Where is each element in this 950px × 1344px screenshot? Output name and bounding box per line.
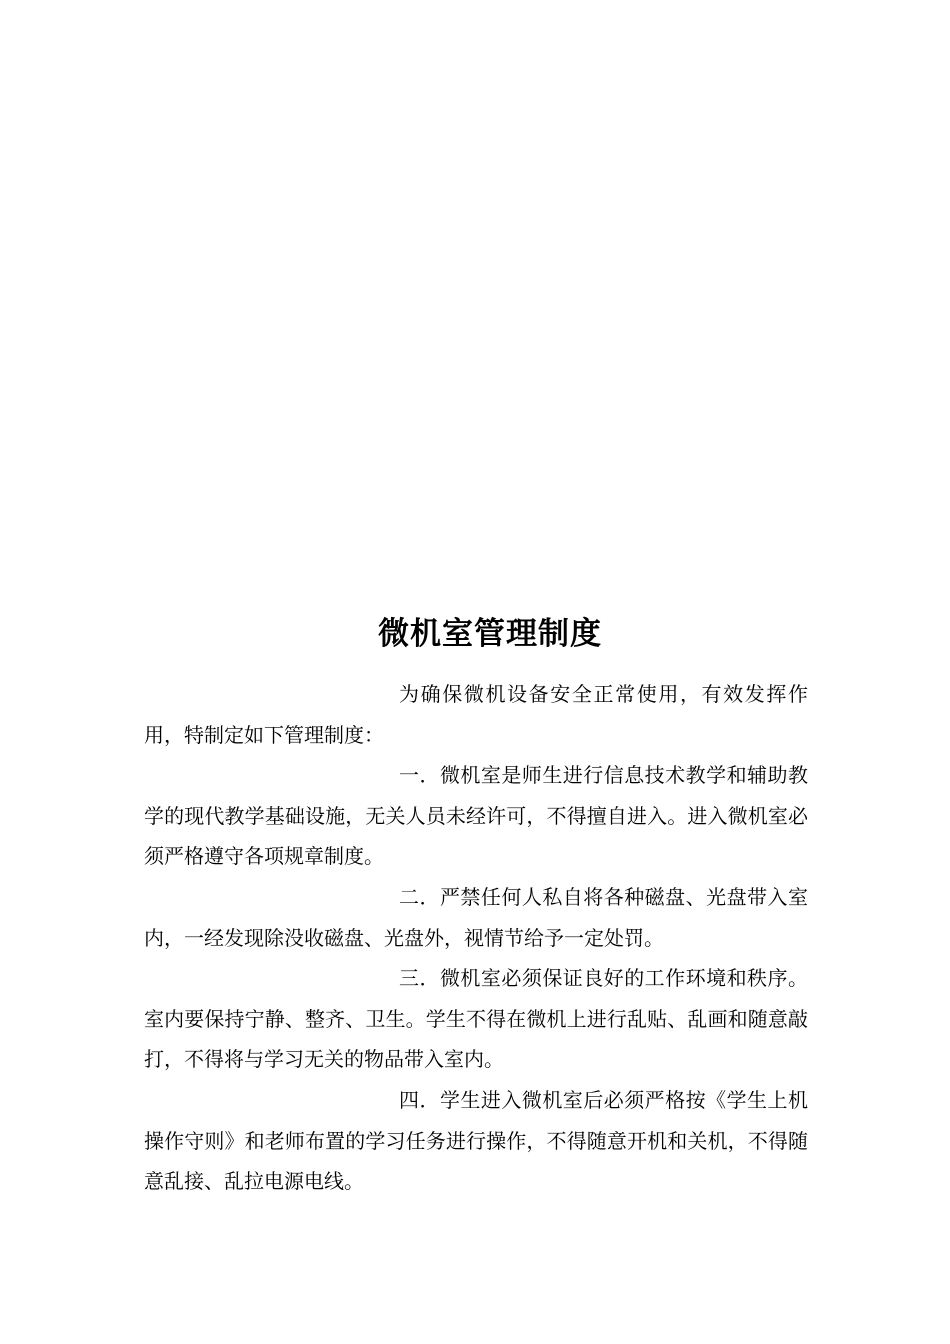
intro-paragraph: 为确保微机设备安全正常使用，有效发挥作用，特制定如下管理制度： — [144, 682, 808, 747]
rule-paragraph-1: 一．微机室是师生进行信息技术教学和辅助教学的现代教学基础设施，无关人员未经许可，不得擅自进入。进入微机室必须严格遵守各项规章制度。 — [144, 763, 808, 869]
document-title: 微机室管理制度 — [378, 616, 602, 652]
rule-paragraph-4: 四．学生进入微机室后必须严格按《学生上机操作守则》和老师布置的学习任务进行操作，不得随意开机和关机，不得随意乱接、乱拉电源电线。 — [144, 1087, 808, 1194]
document-body — [144, 674, 808, 1202]
rule-paragraph-3: 三．微机室必须保证良好的工作环境和秩序。室内要保持宁静、整齐、卫生。学生不得在微机上进行乱贴、乱画和随意敲打，不得将与学习无关的物品带入室内。 — [144, 966, 808, 1072]
rule-paragraph-2: 二．严禁任何人私自将各种磁盘、光盘带入室内，一经发现除没收磁盘、光盘外，视情节给予一定处罚。 — [144, 884, 808, 950]
